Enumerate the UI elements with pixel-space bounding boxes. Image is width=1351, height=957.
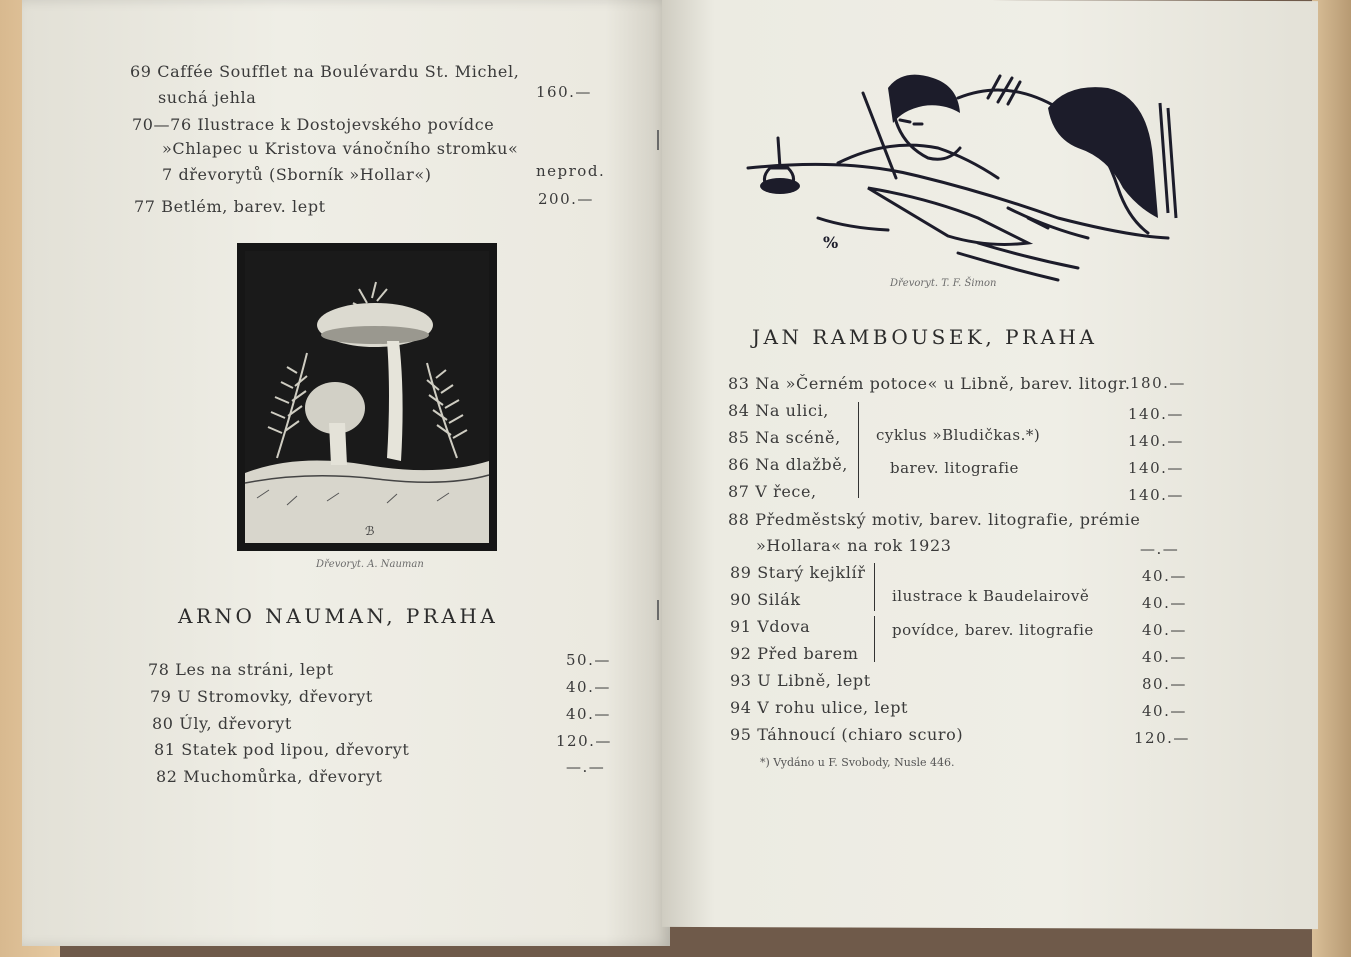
group1-note-line2: barev. litografie <box>890 459 1019 477</box>
entry-82: 82 Muchomůrka, dřevoryt <box>156 767 383 786</box>
entry-84-price: 140.— <box>1128 405 1184 423</box>
entry-69-line2: suchá jehla <box>158 88 257 107</box>
entry-81-price: 120.— <box>556 732 612 750</box>
entry-81: 81 Statek pod lipou, dřevoryt <box>154 740 410 759</box>
svg-text:ℬ: ℬ <box>365 524 375 538</box>
entry-95: 95 Táhnoucí (chiaro scuro) <box>730 725 964 744</box>
entry-83-price: 180.— <box>1130 374 1186 392</box>
section-heading-nauman: ARNO NAUMAN, PRAHA <box>178 604 499 628</box>
entry-84: 84 Na ulici, <box>728 401 829 420</box>
drawing-caption: Dřevoryt. T. F. Šimon <box>890 278 997 289</box>
entry-88-price: —.— <box>1140 540 1180 558</box>
group1-note-line1: cyklus »Bludičkas.*) <box>876 426 1041 444</box>
entry-78-price: 50.— <box>566 651 611 669</box>
entry-83: 83 Na »Černém potoce« u Libně, barev. litogr. <box>728 374 1131 393</box>
entry-87-price: 140.— <box>1128 486 1184 504</box>
mushroom-woodcut-image <box>237 243 497 551</box>
entry-77-price: 200.— <box>538 190 594 208</box>
woodcut-caption: Dřevoryt. A. Nauman <box>316 559 424 570</box>
group-brace <box>874 616 875 662</box>
entry-90-price: 40.— <box>1142 594 1187 612</box>
footnote: *) Vydáno u F. Svobody, Nusle 446. <box>760 756 955 769</box>
group-brace <box>874 563 875 611</box>
entry-93: 93 U Libně, lept <box>730 671 871 690</box>
woodcut-mushroom-illustration <box>237 243 497 551</box>
drawing-man-writing-illustration <box>728 68 1178 286</box>
entry-88-line1: 88 Předměstský motiv, barev. litografie, prémie <box>728 510 1141 529</box>
man-writing-drawing-image <box>728 68 1178 286</box>
entry-78: 78 Les na stráni, lept <box>148 660 334 679</box>
entry-86: 86 Na dlažbě, <box>728 455 848 474</box>
binding-stitch <box>657 130 669 150</box>
entry-93-price: 80.— <box>1142 675 1187 693</box>
entry-91-price: 40.— <box>1142 621 1187 639</box>
entry-92: 92 Před barem <box>730 644 859 663</box>
entry-69-line1: 69 Caffée Soufflet na Boulévardu St. Michel, <box>130 62 520 81</box>
entry-94-price: 40.— <box>1142 702 1187 720</box>
entry-79: 79 U Stromovky, dřevoryt <box>150 687 373 706</box>
entry-89: 89 Starý kejklíř <box>730 563 866 582</box>
group-brace <box>858 402 859 498</box>
svg-text:%: % <box>823 233 839 252</box>
entry-70-line2: »Chlapec u Kristova vánočního stromku« <box>162 139 519 158</box>
entry-89-price: 40.— <box>1142 567 1187 585</box>
group2-note-line2: povídce, barev. litografie <box>892 621 1094 639</box>
entry-70-line1: 70—76 Ilustrace k Dostojevského povídce <box>132 115 495 134</box>
entry-82-price: —.— <box>566 758 606 776</box>
entry-70-line3: 7 dřevorytů (Sborník »Hollar«) <box>162 165 432 184</box>
entry-69-price: 160.— <box>536 83 592 101</box>
entry-90: 90 Silák <box>730 590 801 609</box>
group2-note-line1: ilustrace k Baudelairově <box>892 587 1090 605</box>
entry-85: 85 Na scéně, <box>728 428 841 447</box>
binding-stitch <box>657 600 669 620</box>
section-heading-rambousek: JAN RAMBOUSEK, PRAHA <box>752 325 1098 349</box>
entry-79-price: 40.— <box>566 678 611 696</box>
entry-87: 87 V řece, <box>728 482 817 501</box>
entry-88-line2: »Hollara« na rok 1923 <box>756 536 952 555</box>
entry-94: 94 V rohu ulice, lept <box>730 698 909 717</box>
entry-95-price: 120.— <box>1134 729 1190 747</box>
entry-92-price: 40.— <box>1142 648 1187 666</box>
entry-70-price: neprod. <box>536 162 606 180</box>
entry-80-price: 40.— <box>566 705 611 723</box>
entry-91: 91 Vdova <box>730 617 811 636</box>
entry-85-price: 140.— <box>1128 432 1184 450</box>
entry-80: 80 Úly, dřevoryt <box>152 714 292 733</box>
entry-77: 77 Betlém, barev. lept <box>134 197 326 216</box>
entry-86-price: 140.— <box>1128 459 1184 477</box>
